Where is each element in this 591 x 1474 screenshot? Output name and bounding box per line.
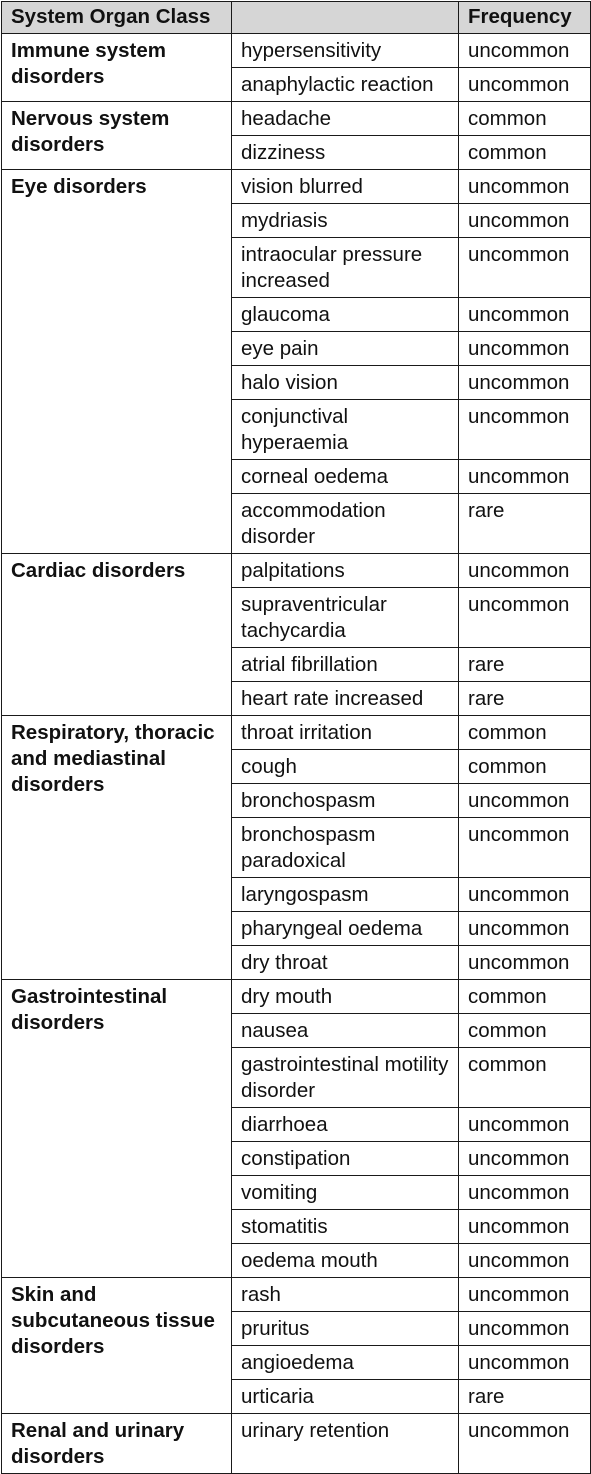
frequency-cell: uncommon	[459, 946, 591, 980]
adverse-reaction-term-cell: hypersensitivity	[232, 34, 459, 68]
adverse-reaction-term-cell: bronchospasm paradoxical	[232, 818, 459, 878]
frequency-cell: uncommon	[459, 1414, 591, 1474]
table-row	[2, 716, 591, 750]
frequency-cell: uncommon	[459, 1346, 591, 1380]
frequency-cell: uncommon	[459, 1176, 591, 1210]
frequency-cell: uncommon	[459, 366, 591, 400]
adverse-reaction-term-cell: anaphylactic reaction	[232, 68, 459, 102]
adverse-reaction-term-cell: stomatitis	[232, 1210, 459, 1244]
table-row	[2, 980, 591, 1014]
adverse-reaction-term-cell: rash	[232, 1278, 459, 1312]
frequency-cell: common	[459, 980, 591, 1014]
frequency-cell: common	[459, 750, 591, 784]
system-organ-class-cell: Immune system disorders	[2, 34, 232, 102]
frequency-cell: uncommon	[459, 1312, 591, 1346]
frequency-cell: common	[459, 1014, 591, 1048]
frequency-cell: common	[459, 1048, 591, 1108]
system-organ-class-cell: Respiratory, thoracic and mediastinal disorders	[2, 716, 232, 980]
frequency-cell: uncommon	[459, 1210, 591, 1244]
frequency-cell: uncommon	[459, 332, 591, 366]
adverse-reaction-term-cell: throat irritation	[232, 716, 459, 750]
frequency-cell: common	[459, 716, 591, 750]
adverse-reaction-term-cell: pruritus	[232, 1312, 459, 1346]
adverse-reaction-term-cell: glaucoma	[232, 298, 459, 332]
system-organ-class-cell: Renal and urinary disorders	[2, 1414, 232, 1474]
system-organ-class-cell: Eye disorders	[2, 170, 232, 554]
adverse-reaction-term-cell: dry mouth	[232, 980, 459, 1014]
adverse-reaction-term-cell: laryngospasm	[232, 878, 459, 912]
table-row	[2, 102, 591, 136]
frequency-cell: uncommon	[459, 298, 591, 332]
frequency-cell: uncommon	[459, 912, 591, 946]
adverse-reaction-term-cell: constipation	[232, 1142, 459, 1176]
adverse-reaction-term-cell: halo vision	[232, 366, 459, 400]
adverse-reaction-term-cell: urticaria	[232, 1380, 459, 1414]
adverse-reaction-term-cell: dizziness	[232, 136, 459, 170]
frequency-cell: uncommon	[459, 238, 591, 298]
frequency-cell: rare	[459, 682, 591, 716]
header-frequency: Frequency	[459, 2, 591, 34]
adverse-reaction-term-cell: diarrhoea	[232, 1108, 459, 1142]
adverse-reaction-term-cell: headache	[232, 102, 459, 136]
adverse-reactions-table	[1, 1, 591, 1474]
header-term	[232, 2, 459, 34]
adverse-reaction-term-cell: urinary retention	[232, 1414, 459, 1474]
frequency-cell: uncommon	[459, 400, 591, 460]
frequency-cell: uncommon	[459, 460, 591, 494]
adverse-reaction-term-cell: pharyngeal oedema	[232, 912, 459, 946]
frequency-cell: uncommon	[459, 68, 591, 102]
adverse-reaction-term-cell: heart rate increased	[232, 682, 459, 716]
frequency-cell: uncommon	[459, 818, 591, 878]
frequency-cell: uncommon	[459, 1108, 591, 1142]
frequency-cell: uncommon	[459, 1244, 591, 1278]
frequency-cell: uncommon	[459, 554, 591, 588]
adverse-reaction-term-cell: cough	[232, 750, 459, 784]
frequency-cell: uncommon	[459, 1142, 591, 1176]
frequency-cell: common	[459, 102, 591, 136]
adverse-reaction-term-cell: atrial fibrillation	[232, 648, 459, 682]
frequency-cell: uncommon	[459, 1278, 591, 1312]
frequency-cell: uncommon	[459, 878, 591, 912]
table-header-row	[2, 2, 591, 34]
adverse-reaction-term-cell: palpitations	[232, 554, 459, 588]
adverse-reaction-term-cell: vision blurred	[232, 170, 459, 204]
table-row	[2, 34, 591, 68]
table-row	[2, 1414, 591, 1474]
frequency-cell: rare	[459, 494, 591, 554]
adverse-reaction-term-cell: corneal oedema	[232, 460, 459, 494]
system-organ-class-cell: Gastrointestinal disorders	[2, 980, 232, 1278]
table-row	[2, 554, 591, 588]
adverse-reaction-term-cell: gastrointestinal motility disorder	[232, 1048, 459, 1108]
frequency-cell: uncommon	[459, 784, 591, 818]
frequency-cell: uncommon	[459, 588, 591, 648]
adverse-reaction-term-cell: intraocular pressure increased	[232, 238, 459, 298]
frequency-cell: rare	[459, 1380, 591, 1414]
frequency-cell: uncommon	[459, 170, 591, 204]
frequency-cell: rare	[459, 648, 591, 682]
system-organ-class-cell: Cardiac disorders	[2, 554, 232, 716]
adverse-reaction-term-cell: dry throat	[232, 946, 459, 980]
adverse-reaction-term-cell: accommodation disorder	[232, 494, 459, 554]
frequency-cell: uncommon	[459, 34, 591, 68]
adverse-reaction-term-cell: mydriasis	[232, 204, 459, 238]
frequency-cell: uncommon	[459, 204, 591, 238]
system-organ-class-cell: Nervous system disorders	[2, 102, 232, 170]
adverse-reaction-term-cell: bronchospasm	[232, 784, 459, 818]
adverse-reaction-term-cell: oedema mouth	[232, 1244, 459, 1278]
table-row	[2, 1278, 591, 1312]
system-organ-class-cell: Skin and subcutaneous tissue disorders	[2, 1278, 232, 1414]
adverse-reaction-term-cell: vomiting	[232, 1176, 459, 1210]
table-row	[2, 170, 591, 204]
adverse-reaction-term-cell: angioedema	[232, 1346, 459, 1380]
adverse-reaction-term-cell: eye pain	[232, 332, 459, 366]
adverse-reaction-term-cell: nausea	[232, 1014, 459, 1048]
frequency-cell: common	[459, 136, 591, 170]
header-system-organ-class: System Organ Class	[2, 2, 232, 34]
adverse-reaction-term-cell: conjunctival hyperaemia	[232, 400, 459, 460]
adverse-reaction-term-cell: supraventricular tachycardia	[232, 588, 459, 648]
